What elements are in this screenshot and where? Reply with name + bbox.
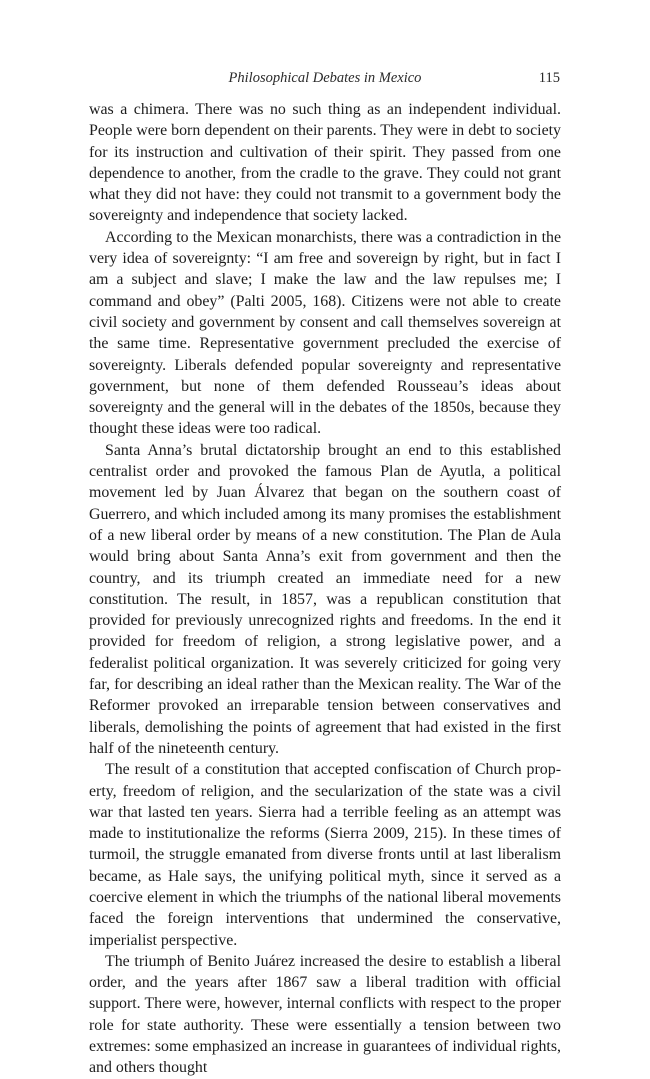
page-number: 115 <box>538 70 560 86</box>
paragraph-constitution-civil-war: The result of a constitution that accepted confiscation of Church property, freedom of religion, and the secularization of the state was a civil war that lasted ten years. Sierra had a terrible feeling as an attempt was made to institutionalize the reforms (Sierra 2009, 215). In these times of turmoil, the struggle emanated from diverse fronts until at last liberalism became, as Hale says, the unifying political myth, since it served as a coercive element in which the triumphs of the national liberal movements faced the foreign interventions that undermined the conservative, imperialist perspective. <box>89 761 561 949</box>
paragraph-monarchists-sovereignty: According to the Mexican monarchists, there was a contradiction in the very idea of sovereignty: “I am free and sovereign by right, but in fact I am a subject and slave; I make the law and the law repulses me; I command and obey” (Palti 2005, 168). Citizens were not able to create civil society and government by consent and call themselves sovereign at the same time. Representative government precluded the exercise of sovereignty. Liberals defended popular sovereignty and representative government, but none of them defended Rousseau’s ideas about sovereignty and the general will in the debates of the 1850s, because they thought these ideas were too radical. <box>89 228 561 438</box>
paragraph-continued: was a chimera. There was no such thing as an independent individual. People were born dependent on their parents. They were in debt to society for its instruction and cultivation of their spirit. They passed from one dependence to another, from the cradle to the grave. They could not grant what they did not have: they could not transmit to a government body the sovereignty and independence that society lacked. <box>89 101 561 225</box>
paragraph-santa-anna-plan-de-ayutla: Santa Anna’s brutal dictatorship brought an end to this established centralist order and provoked the famous Plan de Ayutla, a political movement led by Juan Álvarez that began on the southern coast of Guerrero, and which included among its many promises the establishment of a new liberal order by means of a new constitution. The Plan de Aula would bring about Santa Anna’s exit from government and then the country, and its triumph created an immediate need for a new constitution. The result, in 1857, was a republican constitution that provided for previously unrecognized rights and freedoms. In the end it provided for freedom of religion, a strong legislative power, and a federalist political organization. It was severely criticized for going very far, for describing an ideal rather than the Mexican reality. The War of the Reformer provoked an irreparable tension between conservatives and liberals, demolishing the points of agreement that had existed in the first half of the nineteenth century. <box>89 441 561 757</box>
body-text <box>89 99 561 1079</box>
paragraph-juarez-liberal-order: The triumph of Benito Juárez increased the desire to establish a liberal order, and the years after 1867 saw a liberal tradition with official support. There were, however, internal conflicts with respect to the proper role for state authority. These were essentially a tension between two extremes: some emphasized an increase in guarantees of individual rights, and others thought <box>89 952 561 1077</box>
running-head <box>90 70 560 90</box>
running-title: Philosophical Debates in Mexico <box>228 70 422 86</box>
